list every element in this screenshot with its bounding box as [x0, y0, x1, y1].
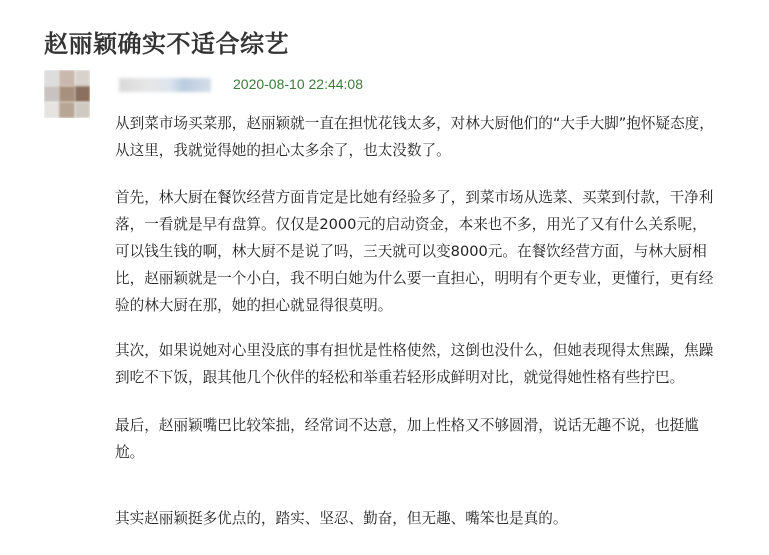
- paragraph: 从到菜市场买菜那，赵丽颖就一直在担忧花钱太多，对林大厨他们的“大手大脚”抱怀疑态度，从这里，我就觉得她的担心太多余了，也太没数了。: [115, 115, 714, 159]
- post-timestamp: 2020-08-10 22:44:08: [233, 76, 363, 92]
- paragraph: 其次，如果说她对心里没底的事有担忧是性格使然，这倒也没什么，但她表现得太焦躁，焦躁到吃不下饭，跟其他几个伙伴的轻松和举重若轻形成鲜明对比，就觉得她性格有些拧巴。: [115, 342, 714, 386]
- paragraph: 其实赵丽颖挺多优点的，踏实、坚忍、勤奋，但无趣、嘴笨也是真的。: [115, 510, 568, 527]
- paragraph: 首先，林大厨在餐饮经营方面肯定是比她有经验多了，到菜市场从选菜、买菜到付款，干净利落，一看就是早有盘算。仅仅是2000元的启动资金，本来也不多，用光了又有什么关系呢，可以钱生钱的啊，林大厨不是说了吗，三天就可以变8000元。在餐饮经营方面，与林大厨相比，赵丽颖就是一个小白，我不明白她为什么要一直担心，明明有个更专业，更懂行，更有经验的林大厨在那，她的担心就显得很莫明。: [115, 189, 714, 314]
- paragraph: 最后，赵丽颖嘴巴比较笨拙，经常词不达意，加上性格又不够圆滑，说话无趣不说，也挺尴尬。: [115, 417, 699, 461]
- article-title: 赵丽颖确实不适合综艺: [44, 30, 289, 58]
- author-avatar[interactable]: [44, 70, 90, 118]
- author-name-blurred[interactable]: [119, 78, 211, 92]
